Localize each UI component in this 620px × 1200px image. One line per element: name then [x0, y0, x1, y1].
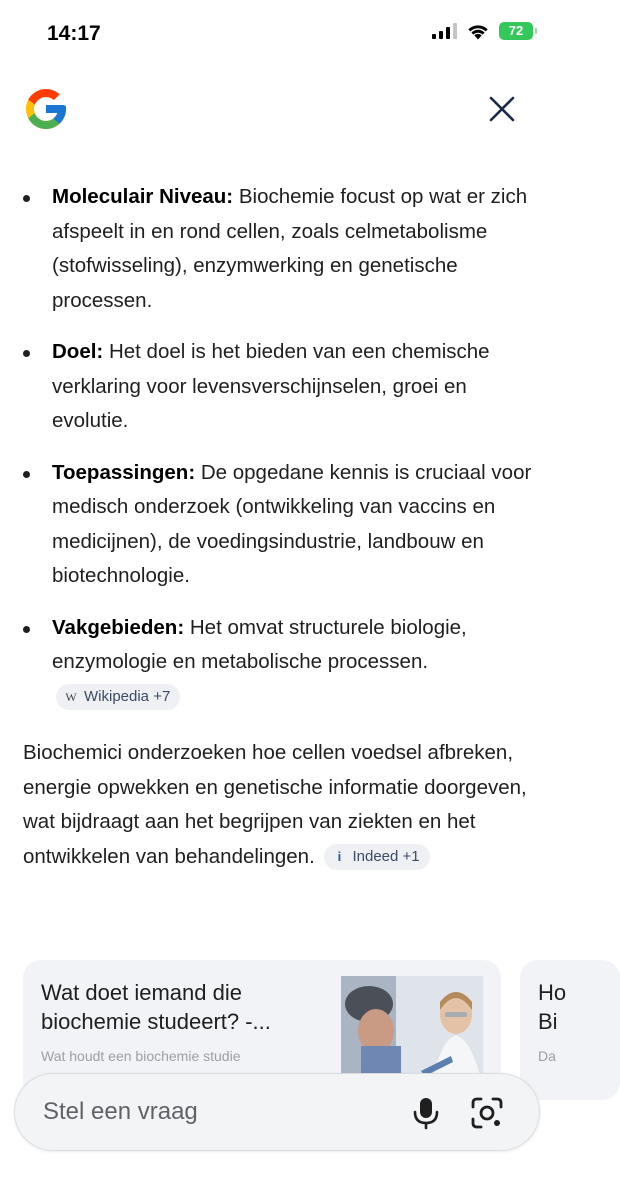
bullet-text: De opgedane kennis is cruciaal voor medisch onderzoek (ontwikkeling van vaccins en medicijnen), de voedingsindustrie, landbouw en biotechnologie. [52, 460, 532, 587]
status-icons [432, 22, 533, 40]
indeed-icon: i [337, 848, 342, 864]
cellular-signal-icon [432, 23, 457, 39]
bullet-term: Moleculair Niveau: [52, 185, 234, 208]
bullet-item [0, 611, 555, 715]
bullet-term: Vakgebieden: [52, 615, 185, 639]
battery-icon [499, 22, 533, 40]
bullet-text: Biochemie focust op wat er zich afspeelt in en rond cellen, zoals celmetabolisme (stofwisseling), enzymwerking en genetische processen. [52, 185, 528, 312]
bullet-term: Toepassingen: [52, 460, 196, 484]
wifi-icon [467, 23, 489, 40]
summary-paragraph [0, 736, 555, 874]
bullet-item [0, 180, 555, 318]
ai-overview-content [0, 180, 555, 874]
bullet-list [0, 180, 555, 714]
google-lens-icon[interactable] [470, 1096, 504, 1130]
result-cards-carousel [23, 960, 567, 1064]
bullet-text: Het omvat structurele biologie, enzymologie en metabolische processen. [52, 615, 467, 673]
thumbnail-illustration [341, 976, 483, 1086]
wikipedia-icon: W [65, 689, 77, 704]
paragraph-text: Biochemici onderzoeken hoe cellen voedsel afbreken, energie opwekken en genetische informatie doorgeven, wat bijdraagt aan het begrijpen van ziekten en het ontwikkelen van behandelingen. [23, 741, 527, 868]
bullet-text: Het doel is het bieden van een chemische verklaring voor levensverschijnselen, groei en evolutie. [52, 340, 490, 432]
ask-input[interactable] [43, 1098, 373, 1126]
source-chip-label: Wikipedia +7 [84, 687, 171, 705]
google-g-icon [22, 85, 70, 133]
microphone-icon[interactable] [411, 1096, 441, 1130]
ask-bar [14, 1073, 540, 1151]
result-card[interactable] [520, 960, 620, 1100]
bullet-term: Doel: [52, 340, 104, 363]
card-thumbnail-image [341, 976, 483, 1086]
status-bar [0, 0, 555, 70]
bullet-item [0, 456, 555, 594]
source-chip-wikipedia[interactable] [56, 684, 180, 710]
card-snippet: Wat houdt een biochemie studie [41, 1048, 241, 1064]
source-chip-indeed[interactable] [324, 844, 429, 870]
card-snippet: Da [538, 1048, 556, 1064]
source-chip-label: Indeed +1 [352, 847, 420, 865]
battery-level: 72 [508, 23, 524, 38]
card-title: Ho Bi [538, 980, 567, 1034]
bullet-item [0, 335, 555, 439]
card-title: Wat doet iemand die biochemie studeert? -... [41, 980, 271, 1034]
status-time: 14:17 [47, 22, 101, 45]
close-icon[interactable] [489, 96, 515, 122]
